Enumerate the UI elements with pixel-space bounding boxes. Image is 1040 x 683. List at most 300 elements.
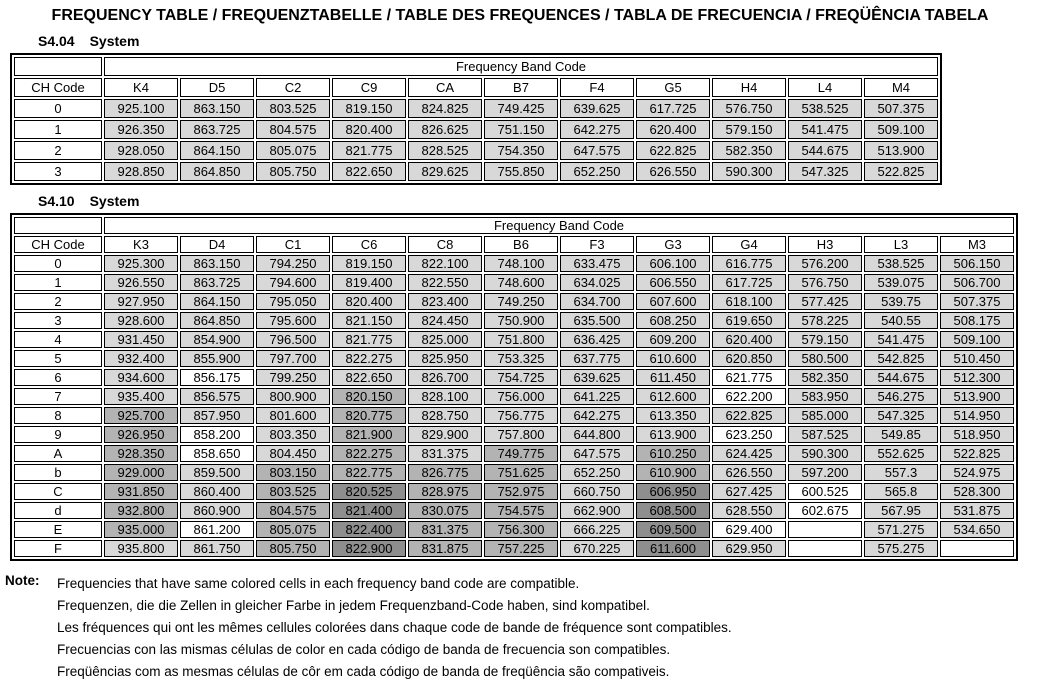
frequency-cell: 820.400	[332, 120, 406, 139]
frequency-cell: 626.550	[712, 464, 786, 481]
frequency-cell: 756.775	[484, 407, 558, 424]
frequency-cell: 864.850	[180, 162, 254, 181]
ch-code-cell: 0	[14, 255, 102, 272]
frequency-cell: 522.825	[864, 162, 938, 181]
ch-code-cell: F	[14, 540, 102, 557]
frequency-cell: 634.700	[560, 293, 634, 310]
note-label: Note:	[5, 573, 40, 588]
note-line-de: Frequenzen, die die Zellen in gleicher Farbe in jedem Frequenzband-Code haben, sind kompatibel.	[57, 598, 650, 613]
frequency-cell	[788, 540, 862, 557]
frequency-cell: 925.100	[104, 99, 178, 118]
frequency-cell: 641.225	[560, 388, 634, 405]
frequency-cell: 825.000	[408, 331, 482, 348]
frequency-cell: 800.900	[256, 388, 330, 405]
frequency-cell: 934.600	[104, 369, 178, 386]
frequency-cell: 652.250	[560, 464, 634, 481]
frequency-cell: 830.075	[408, 502, 482, 519]
frequency-cell: 754.725	[484, 369, 558, 386]
frequency-cell: 756.000	[484, 388, 558, 405]
frequency-cell: 797.700	[256, 350, 330, 367]
frequency-cell: 928.350	[104, 445, 178, 462]
band-code-cell: M3	[940, 236, 1014, 253]
frequency-cell: 518.950	[940, 426, 1014, 443]
frequency-cell: 820.525	[332, 483, 406, 500]
frequency-cell: 549.85	[864, 426, 938, 443]
frequency-cell: 826.625	[408, 120, 482, 139]
frequency-cell: 820.775	[332, 407, 406, 424]
frequency-cell: 514.950	[940, 407, 1014, 424]
frequency-cell: 662.900	[560, 502, 634, 519]
frequency-cell: 600.525	[788, 483, 862, 500]
frequency-cell: 577.425	[788, 293, 862, 310]
frequency-cell: 824.450	[408, 312, 482, 329]
frequency-cell: 748.600	[484, 274, 558, 291]
frequency-cell: 752.975	[484, 483, 558, 500]
frequency-cell: 931.450	[104, 331, 178, 348]
frequency-cell: 607.600	[636, 293, 710, 310]
frequency-cell: 583.950	[788, 388, 862, 405]
frequency-cell: 623.250	[712, 426, 786, 443]
frequency-cell: 576.200	[788, 255, 862, 272]
band-header-cell: Frequency Band Code	[104, 57, 938, 76]
frequency-cell: 507.375	[864, 99, 938, 118]
frequency-cell: 859.500	[180, 464, 254, 481]
frequency-cell: 864.850	[180, 312, 254, 329]
frequency-cell: 927.950	[104, 293, 178, 310]
ch-code-cell: A	[14, 445, 102, 462]
frequency-cell: 828.975	[408, 483, 482, 500]
frequency-cell: 644.800	[560, 426, 634, 443]
frequency-cell: 863.725	[180, 274, 254, 291]
frequency-cell: 856.575	[180, 388, 254, 405]
frequency-cell: 608.250	[636, 312, 710, 329]
frequency-cell: 620.850	[712, 350, 786, 367]
ch-code-cell: 0	[14, 99, 102, 118]
frequency-cell: 636.425	[560, 331, 634, 348]
frequency-cell: 794.250	[256, 255, 330, 272]
frequency-cell: 926.550	[104, 274, 178, 291]
frequency-cell: 513.900	[864, 141, 938, 160]
frequency-cell	[940, 540, 1014, 557]
frequency-cell: 610.900	[636, 464, 710, 481]
frequency-cell: 620.400	[636, 120, 710, 139]
frequency-cell: 803.525	[256, 99, 330, 118]
frequency-cell: 795.050	[256, 293, 330, 310]
frequency-cell: 822.275	[332, 350, 406, 367]
band-code-cell: D4	[180, 236, 254, 253]
frequency-cell: 925.300	[104, 255, 178, 272]
frequency-cell: 635.500	[560, 312, 634, 329]
band-code-cell: F3	[560, 236, 634, 253]
frequency-cell: 861.750	[180, 540, 254, 557]
frequency-cell: 522.825	[940, 445, 1014, 462]
frequency-cell: 542.825	[864, 350, 938, 367]
frequency-cell: 567.95	[864, 502, 938, 519]
note-line-pt: Freqüências com as mesmas células de côr em cada código de banda de freqüência são compativeis.	[57, 664, 670, 679]
frequency-cell: 860.400	[180, 483, 254, 500]
frequency-cell: 637.775	[560, 350, 634, 367]
frequency-cell: 652.250	[560, 162, 634, 181]
frequency-cell: 864.150	[180, 293, 254, 310]
frequency-cell: 861.200	[180, 521, 254, 538]
frequency-cell: 606.550	[636, 274, 710, 291]
frequency-cell: 587.525	[788, 426, 862, 443]
frequency-table-s410	[10, 213, 1018, 561]
frequency-cell: 831.375	[408, 521, 482, 538]
frequency-cell: 546.275	[864, 388, 938, 405]
band-code-cell: D5	[180, 78, 254, 97]
frequency-cell: 571.275	[864, 521, 938, 538]
frequency-cell: 821.775	[332, 141, 406, 160]
frequency-cell: 748.100	[484, 255, 558, 272]
frequency-cell: 642.275	[560, 407, 634, 424]
band-code-cell: C2	[256, 78, 330, 97]
frequency-cell: 534.650	[940, 521, 1014, 538]
frequency-cell: 660.750	[560, 483, 634, 500]
frequency-cell: 928.600	[104, 312, 178, 329]
ch-code-header: CH Code	[14, 236, 102, 253]
ch-code-cell: 2	[14, 141, 102, 160]
section-heading-s404	[38, 33, 1040, 49]
band-code-cell: F4	[560, 78, 634, 97]
frequency-cell: 929.000	[104, 464, 178, 481]
frequency-cell: 642.275	[560, 120, 634, 139]
frequency-cell: 539.75	[864, 293, 938, 310]
ch-code-cell: 8	[14, 407, 102, 424]
frequency-cell: 610.600	[636, 350, 710, 367]
frequency-cell: 795.600	[256, 312, 330, 329]
section-heading-s410	[38, 193, 1040, 209]
frequency-cell: 544.675	[788, 141, 862, 160]
section-code: S4.10	[38, 193, 75, 209]
band-code-cell: G3	[636, 236, 710, 253]
frequency-cell: 509.100	[940, 331, 1014, 348]
frequency-cell: 804.575	[256, 120, 330, 139]
frequency-cell: 799.250	[256, 369, 330, 386]
frequency-cell: 831.875	[408, 540, 482, 557]
frequency-cell: 617.725	[712, 274, 786, 291]
frequency-cell: 819.150	[332, 99, 406, 118]
frequency-cell: 822.775	[332, 464, 406, 481]
band-code-cell: B6	[484, 236, 558, 253]
frequency-cell: 822.275	[332, 445, 406, 462]
ch-code-cell: 6	[14, 369, 102, 386]
frequency-cell: 585.000	[788, 407, 862, 424]
frequency-cell: 597.200	[788, 464, 862, 481]
frequency-cell: 606.100	[636, 255, 710, 272]
frequency-cell: 629.400	[712, 521, 786, 538]
frequency-cell: 602.675	[788, 502, 862, 519]
frequency-cell: 622.825	[712, 407, 786, 424]
frequency-cell: 634.025	[560, 274, 634, 291]
frequency-cell: 854.900	[180, 331, 254, 348]
frequency-cell: 822.400	[332, 521, 406, 538]
frequency-cell: 864.150	[180, 141, 254, 160]
frequency-cell: 510.450	[940, 350, 1014, 367]
frequency-cell: 582.350	[712, 141, 786, 160]
ch-code-cell: 7	[14, 388, 102, 405]
frequency-cell: 531.875	[940, 502, 1014, 519]
frequency-cell: 826.700	[408, 369, 482, 386]
frequency-cell: 613.900	[636, 426, 710, 443]
frequency-cell: 824.825	[408, 99, 482, 118]
ch-code-cell: 1	[14, 274, 102, 291]
frequency-cell: 794.600	[256, 274, 330, 291]
frequency-cell: 506.700	[940, 274, 1014, 291]
frequency-cell: 753.325	[484, 350, 558, 367]
band-code-cell: B7	[484, 78, 558, 97]
frequency-cell: 627.425	[712, 483, 786, 500]
frequency-cell: 823.400	[408, 293, 482, 310]
frequency-cell: 639.625	[560, 99, 634, 118]
frequency-cell: 822.650	[332, 369, 406, 386]
frequency-cell: 822.650	[332, 162, 406, 181]
frequency-cell: 612.600	[636, 388, 710, 405]
frequency-cell: 622.200	[712, 388, 786, 405]
frequency-cell: 538.525	[788, 99, 862, 118]
frequency-cell: 805.750	[256, 162, 330, 181]
band-code-cell: K3	[104, 236, 178, 253]
frequency-cell: 613.350	[636, 407, 710, 424]
frequency-cell: 801.600	[256, 407, 330, 424]
frequency-cell: 606.950	[636, 483, 710, 500]
frequency-cell: 507.375	[940, 293, 1014, 310]
frequency-cell: 858.200	[180, 426, 254, 443]
corner-cell	[14, 57, 102, 76]
ch-code-cell: 3	[14, 312, 102, 329]
frequency-cell: 857.950	[180, 407, 254, 424]
frequency-cell: 863.150	[180, 99, 254, 118]
frequency-cell: 666.225	[560, 521, 634, 538]
frequency-cell: 619.650	[712, 312, 786, 329]
frequency-cell: 610.250	[636, 445, 710, 462]
frequency-cell: 579.150	[712, 120, 786, 139]
frequency-cell: 576.750	[712, 99, 786, 118]
frequency-cell: 509.100	[864, 120, 938, 139]
frequency-cell: 805.075	[256, 521, 330, 538]
frequency-cell: 821.400	[332, 502, 406, 519]
frequency-cell: 821.150	[332, 312, 406, 329]
frequency-cell: 863.725	[180, 120, 254, 139]
frequency-cell: 547.325	[864, 407, 938, 424]
frequency-cell: 820.400	[332, 293, 406, 310]
frequency-cell: 582.350	[788, 369, 862, 386]
frequency-cell: 621.775	[712, 369, 786, 386]
frequency-cell: 565.8	[864, 483, 938, 500]
frequency-cell: 855.900	[180, 350, 254, 367]
frequency-cell: 928.850	[104, 162, 178, 181]
frequency-cell: 578.225	[788, 312, 862, 329]
section-label: System	[89, 193, 140, 209]
frequency-cell: 754.350	[484, 141, 558, 160]
frequency-cell: 541.475	[864, 331, 938, 348]
band-code-cell: CA	[408, 78, 482, 97]
frequency-cell: 608.500	[636, 502, 710, 519]
frequency-cell: 751.800	[484, 331, 558, 348]
frequency-cell: 751.150	[484, 120, 558, 139]
frequency-cell: 513.900	[940, 388, 1014, 405]
note-line-fr: Les fréquences qui ont les mêmes cellules colorées dans chaque code de bande de fréquence sont compatibles.	[57, 620, 732, 635]
section-code: S4.04	[38, 33, 75, 49]
frequency-cell: 590.300	[788, 445, 862, 462]
frequency-cell: 935.800	[104, 540, 178, 557]
frequency-cell: 508.175	[940, 312, 1014, 329]
frequency-cell: 579.150	[788, 331, 862, 348]
frequency-cell: 618.100	[712, 293, 786, 310]
frequency-cell: 750.900	[484, 312, 558, 329]
frequency-cell: 932.800	[104, 502, 178, 519]
frequency-cell: 540.55	[864, 312, 938, 329]
frequency-cell: 576.750	[788, 274, 862, 291]
frequency-cell: 611.600	[636, 540, 710, 557]
frequency-cell: 609.200	[636, 331, 710, 348]
frequency-cell: 624.425	[712, 445, 786, 462]
frequency-cell: 539.075	[864, 274, 938, 291]
frequency-cell: 639.625	[560, 369, 634, 386]
ch-code-cell: 1	[14, 120, 102, 139]
frequency-cell: 547.325	[788, 162, 862, 181]
band-code-cell: H4	[712, 78, 786, 97]
frequency-cell: 828.525	[408, 141, 482, 160]
frequency-cell: 757.800	[484, 426, 558, 443]
ch-code-header: CH Code	[14, 78, 102, 97]
frequency-cell: 754.575	[484, 502, 558, 519]
frequency-cell: 805.075	[256, 141, 330, 160]
frequency-cell	[788, 521, 862, 538]
frequency-cell: 822.550	[408, 274, 482, 291]
frequency-cell: 756.300	[484, 521, 558, 538]
frequency-cell: 528.300	[940, 483, 1014, 500]
frequency-cell: 749.250	[484, 293, 558, 310]
note-block	[5, 573, 1040, 683]
frequency-cell: 935.400	[104, 388, 178, 405]
frequency-cell: 829.625	[408, 162, 482, 181]
note-line-es: Frecuencias con las mismas células de color en cada código de banda de frecuencia son compatibles.	[57, 642, 671, 657]
frequency-cell: 856.175	[180, 369, 254, 386]
frequency-cell: 860.900	[180, 502, 254, 519]
band-code-cell: L4	[788, 78, 862, 97]
frequency-cell: 926.350	[104, 120, 178, 139]
frequency-cell: 552.625	[864, 445, 938, 462]
ch-code-cell: d	[14, 502, 102, 519]
frequency-cell: 609.500	[636, 521, 710, 538]
frequency-cell: 804.450	[256, 445, 330, 462]
frequency-cell: 805.750	[256, 540, 330, 557]
frequency-cell: 647.575	[560, 141, 634, 160]
ch-code-cell: E	[14, 521, 102, 538]
frequency-cell: 617.725	[636, 99, 710, 118]
ch-code-cell: b	[14, 464, 102, 481]
frequency-cell: 826.775	[408, 464, 482, 481]
ch-code-cell: 9	[14, 426, 102, 443]
ch-code-cell: 2	[14, 293, 102, 310]
frequency-cell: 831.375	[408, 445, 482, 462]
frequency-cell: 622.825	[636, 141, 710, 160]
frequency-cell: 524.975	[940, 464, 1014, 481]
frequency-cell: 820.150	[332, 388, 406, 405]
frequency-cell: 863.150	[180, 255, 254, 272]
band-code-cell: L3	[864, 236, 938, 253]
ch-code-cell: 5	[14, 350, 102, 367]
frequency-cell: 541.475	[788, 120, 862, 139]
frequency-cell: 928.050	[104, 141, 178, 160]
frequency-cell: 611.450	[636, 369, 710, 386]
band-code-cell: C9	[332, 78, 406, 97]
frequency-cell: 755.850	[484, 162, 558, 181]
frequency-cell: 647.575	[560, 445, 634, 462]
ch-code-cell: 3	[14, 162, 102, 181]
frequency-cell: 629.950	[712, 540, 786, 557]
frequency-cell: 575.275	[864, 540, 938, 557]
note-line-en: Frequencies that have same colored cells in each frequency band code are compatible.	[57, 576, 580, 591]
frequency-cell: 616.775	[712, 255, 786, 272]
frequency-cell: 803.150	[256, 464, 330, 481]
band-code-cell: M4	[864, 78, 938, 97]
frequency-cell: 828.750	[408, 407, 482, 424]
frequency-cell: 931.850	[104, 483, 178, 500]
band-code-cell: C6	[332, 236, 406, 253]
corner-cell	[14, 217, 102, 234]
frequency-cell: 670.225	[560, 540, 634, 557]
band-code-cell: C1	[256, 236, 330, 253]
band-header-cell: Frequency Band Code	[104, 217, 1014, 234]
frequency-cell: 749.425	[484, 99, 558, 118]
frequency-cell: 803.525	[256, 483, 330, 500]
band-code-cell: H3	[788, 236, 862, 253]
frequency-cell: 512.300	[940, 369, 1014, 386]
frequency-cell: 932.400	[104, 350, 178, 367]
frequency-cell: 926.950	[104, 426, 178, 443]
band-code-cell: K4	[104, 78, 178, 97]
frequency-cell: 925.700	[104, 407, 178, 424]
frequency-cell: 858.650	[180, 445, 254, 462]
frequency-cell: 822.900	[332, 540, 406, 557]
frequency-cell: 822.100	[408, 255, 482, 272]
frequency-cell: 628.550	[712, 502, 786, 519]
frequency-cell: 557.3	[864, 464, 938, 481]
frequency-cell: 825.950	[408, 350, 482, 367]
frequency-cell: 544.675	[864, 369, 938, 386]
frequency-cell: 580.500	[788, 350, 862, 367]
frequency-cell: 803.350	[256, 426, 330, 443]
frequency-cell: 538.525	[864, 255, 938, 272]
frequency-cell: 804.575	[256, 502, 330, 519]
frequency-cell: 819.400	[332, 274, 406, 291]
frequency-cell: 935.000	[104, 521, 178, 538]
frequency-cell: 757.225	[484, 540, 558, 557]
frequency-cell: 819.150	[332, 255, 406, 272]
frequency-cell: 506.150	[940, 255, 1014, 272]
frequency-cell: 633.475	[560, 255, 634, 272]
frequency-cell: 751.625	[484, 464, 558, 481]
frequency-cell: 590.300	[712, 162, 786, 181]
frequency-table-s404	[10, 53, 942, 185]
band-code-cell: G5	[636, 78, 710, 97]
page-title: FREQUENCY TABLE / FREQUENZTABELLE / TABLE DES FREQUENCES / TABLA DE FRECUENCIA / FREQÜÊNCIA TABELA	[51, 7, 989, 24]
frequency-cell: 796.500	[256, 331, 330, 348]
frequency-cell: 829.900	[408, 426, 482, 443]
frequency-cell: 626.550	[636, 162, 710, 181]
frequency-cell: 620.400	[712, 331, 786, 348]
frequency-cell: 821.900	[332, 426, 406, 443]
frequency-cell: 828.100	[408, 388, 482, 405]
ch-code-cell: 4	[14, 331, 102, 348]
band-code-cell: C8	[408, 236, 482, 253]
frequency-cell: 821.775	[332, 331, 406, 348]
ch-code-cell: C	[14, 483, 102, 500]
frequency-cell: 749.775	[484, 445, 558, 462]
section-label: System	[89, 33, 140, 49]
